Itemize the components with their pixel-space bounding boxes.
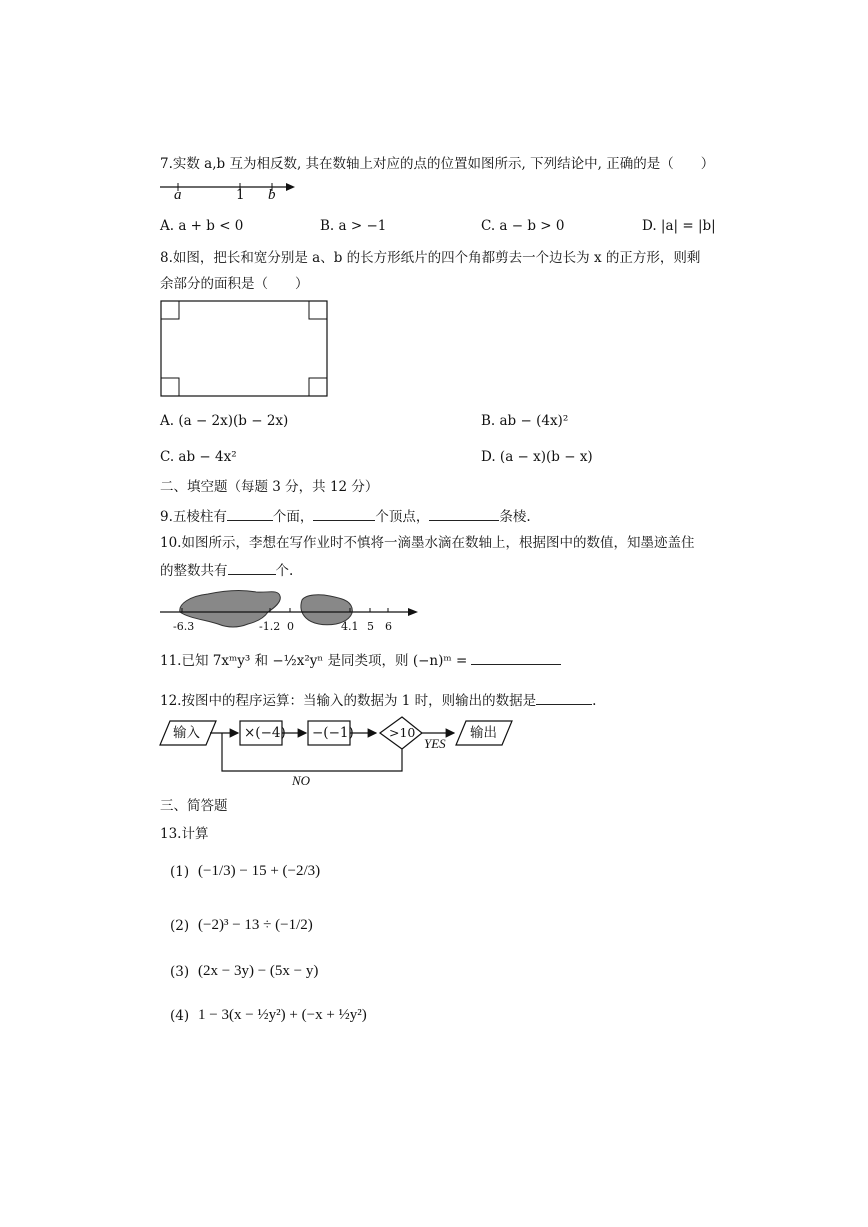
q9-blank-vertices[interactable] [313, 508, 375, 521]
q9 [160, 508, 531, 525]
q8-rectangle-figure [160, 300, 330, 398]
q13-item1-num: (1) [170, 864, 190, 880]
flow-step1-label: ×(−4) [244, 725, 286, 741]
flow-output-label: 输出 [470, 725, 497, 741]
q7-axis-one: 1 [236, 187, 245, 203]
section-2-heading: 二、填空题（每题 3 分，共 12 分） [160, 479, 379, 495]
q8-stem-line2: 余部分的面积是（ ） [160, 276, 309, 292]
q9-part2: 个面， [272, 509, 314, 525]
q8-option-c: C. ab − 4x² [160, 449, 237, 465]
q10-tick-4-1: 4.1 [341, 620, 359, 633]
q9-part4: 条棱. [499, 509, 531, 525]
q13-item1-expr: (−1/3) − 15 + (−2/3) [198, 863, 321, 879]
q7-option-d: D. |a| = |b| [642, 218, 716, 234]
q13-item2-expr: (−2)³ − 13 ÷ (−1/2) [198, 917, 313, 933]
q8-stem-line1: 8.如图，把长和宽分别是 a、b 的长方形纸片的四个角都剪去一个边长为 x 的正方形，则剩 [160, 250, 701, 266]
section-3-heading: 三、简答题 [160, 798, 228, 814]
q9-part3: 个顶点， [375, 509, 430, 525]
q8-option-a: A. (a − 2x)(b − 2x) [160, 413, 289, 429]
q7-axis-a: a [174, 187, 182, 203]
q8-option-b: B. ab − (4x)² [481, 413, 569, 429]
q10-tick-5: 5 [367, 620, 374, 633]
q9-blank-faces[interactable] [227, 508, 273, 521]
q7-axis-b: b [268, 187, 276, 203]
q10-blank[interactable] [228, 562, 276, 575]
q13-item4-num: (4) [170, 1008, 190, 1024]
q7-option-b: B. a > −1 [320, 218, 387, 234]
q10-stem-line1: 10.如图所示，李想在写作业时不慎将一滴墨水滴在数轴上，根据图中的数值，知墨迹盖住 [160, 535, 695, 551]
q9-part1: 9.五棱柱有 [160, 509, 227, 525]
q7-option-a: A. a + b < 0 [160, 218, 244, 234]
q7-option-c: C. a − b > 0 [481, 218, 565, 234]
q12-stem-end: . [592, 693, 597, 709]
q13-item4-expr: 1 − 3(x − ½y²) + (−x + ½y²) [198, 1007, 367, 1023]
flow-condition-label: >10 [389, 725, 416, 740]
q7-stem: 7.实数 a,b 互为相反数, 其在数轴上对应的点的位置如图所示, 下列结论中, 正确的是（ ） [160, 156, 715, 172]
q13-item2-num: (2) [170, 918, 190, 934]
flow-no-label: NO [292, 773, 311, 788]
q12-stem [160, 692, 596, 709]
q10-tick-neg1-2: -1.2 [259, 620, 281, 633]
q10-tick-6: 6 [385, 620, 392, 633]
q13-item3-expr: (2x − 3y) − (5x − y) [198, 963, 319, 979]
q10-tick-neg6-3: -6.3 [173, 620, 195, 633]
q11-stem: 11.已知 7xᵐy³ 和 −½x²yⁿ 是同类项，则 (−n)ᵐ = [160, 653, 468, 669]
q10-stem-line2 [160, 562, 293, 579]
q12-stem-text: 12.按图中的程序运算：当输入的数据为 1 时，则输出的数据是 [160, 693, 537, 709]
q13-item3-num: (3) [170, 964, 190, 980]
q10-part1: 的整数共有 [160, 563, 228, 579]
q11 [160, 652, 561, 669]
q13-title: 13.计算 [160, 826, 209, 842]
flow-step2-label: −(−1) [312, 725, 354, 741]
flow-input-label: 输入 [173, 725, 200, 741]
q9-blank-edges[interactable] [429, 508, 499, 521]
q10-tick-0: 0 [287, 620, 294, 633]
q8-option-d: D. (a − x)(b − x) [481, 449, 593, 465]
q12-blank[interactable] [536, 692, 592, 705]
q11-blank[interactable] [471, 652, 561, 665]
q10-part2: 个. [275, 563, 294, 579]
flow-yes-label: YES [424, 736, 446, 751]
